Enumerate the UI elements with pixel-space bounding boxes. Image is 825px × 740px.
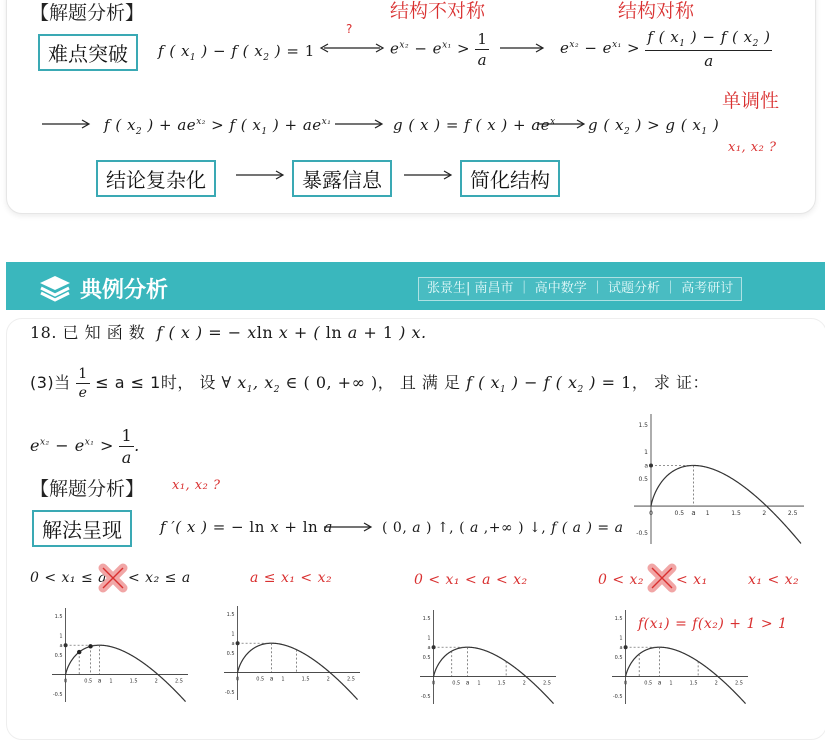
y-tick-label: -0.5 [636, 530, 648, 538]
x-tick-label: 1.5 [689, 680, 698, 687]
y-marker [236, 641, 240, 645]
case-1-left: 0 < x₁ ≤ a [30, 570, 108, 586]
y-tick-label: 1.5 [226, 611, 235, 618]
x1x2-question-top: x₁, x₂ ? [728, 140, 777, 155]
flow-box-expose: 暴露信息 [292, 160, 392, 197]
y-tick-label: -0.5 [612, 694, 623, 701]
curve-point [88, 644, 92, 648]
arrow-right-icon [40, 116, 92, 132]
y-tick-label: -0.5 [420, 694, 431, 701]
y-marker [649, 463, 653, 467]
graph-case-1 [34, 604, 192, 708]
x-tick-label: 2 [522, 680, 526, 687]
y-tick-label: 1.5 [54, 613, 63, 620]
last-case-note: f(x₁) = f(x₂) + 1 > 1 [638, 616, 788, 632]
x-tick-label: 0.5 [452, 680, 461, 687]
asymmetric-label: 结构不对称 [390, 0, 486, 22]
y-tick-label: 1 [231, 631, 235, 638]
y-tick-label: 1 [644, 448, 648, 456]
analysis-heading: 【解题分析】 [30, 478, 145, 500]
arrow-right-icon [498, 40, 546, 56]
arrow-right-icon [234, 167, 286, 183]
formula-exp-diff-1: $e^{x_2} - e^{x_1}$ > $\frac{1}{a}$ [390, 30, 488, 69]
case-4-right: < x₁ [676, 572, 708, 588]
case-1-right: < x₂ ≤ a [128, 570, 191, 586]
formula-g-ineq: g ( $x_2$ ) > g ( $x_1$ ) [588, 116, 720, 137]
difficulty-box: 难点突破 [38, 34, 138, 71]
x-tick-label: 0 [64, 678, 68, 685]
banner-title: 典例分析 [80, 278, 169, 303]
arrow-right-icon [322, 519, 374, 535]
section-heading-top: 【解题分析】 [30, 2, 145, 24]
y-tick-label: -0.5 [52, 692, 63, 699]
symmetric-label: 结构对称 [618, 0, 695, 22]
y-tick-label: 1 [59, 633, 63, 640]
function-curve [66, 645, 186, 701]
arrow-right-icon [333, 116, 385, 132]
method-box: 解法呈现 [32, 510, 132, 547]
question-mark: ? [346, 22, 353, 36]
y-tick-label: 0.5 [638, 476, 648, 483]
x-tick-label: 2.5 [734, 680, 743, 687]
y-marker [624, 645, 628, 649]
y-tick-label: 1.5 [422, 615, 431, 622]
x-tick-label: 0 [432, 680, 436, 687]
y-tick-label: 0.5 [614, 655, 623, 661]
banner-meta: 张景生| 南昌市 ｜ 高中数学 ｜ 试题分析 ｜ 高考研讨 [418, 277, 742, 301]
function-curve [238, 643, 358, 699]
flow-box-simplify: 简化结构 [460, 160, 560, 197]
x-tick-label: 0 [649, 510, 653, 518]
problem-part3: (3)当 $\frac{1}{e}$ ≤ a ≤ 1时， 设 ∀ $x_1$, $x_2$ ∈ ( 0, +∞ )， 且 满 足 f ( $x_1$ ) − f ( $x_2$ ) = 1， 求 证： [30, 366, 710, 401]
x-tick-label: 1.5 [497, 680, 506, 687]
x-tick-label: 2.5 [346, 676, 355, 683]
y-tick-label: 0.5 [226, 651, 235, 657]
formula-g-def: g ( x ) = f ( x ) + $ae^x$ [393, 116, 556, 134]
case-3: 0 < x₁ < a < x₂ [414, 572, 528, 588]
graph-case-3 [402, 606, 560, 710]
formula-ineq-rearranged: f ( $x_2$ ) + $ae^{x_2} > f$ ( $x_1$ ) + $ae^{x_1}$ [104, 116, 332, 137]
x-tick-label: 0.5 [256, 676, 265, 683]
cross-mark-icon [646, 562, 678, 594]
graph-case-2 [206, 602, 364, 706]
y-tick-label: a [59, 643, 63, 650]
x-tick-label: 0.5 [644, 680, 653, 687]
y-tick-label: a [231, 641, 235, 648]
y-tick-label: a [619, 645, 623, 652]
x-tick-label: a [269, 675, 274, 683]
x-tick-label: 1 [477, 680, 481, 687]
problem-stem: 18. 已 知 函 数 f ( x ) = − xln x + ( ln a + 1 ) x. [30, 323, 427, 342]
curve-point [77, 650, 81, 654]
x1x2-question: x₁, x₂ ? [172, 478, 221, 493]
x-tick-label: 2.5 [542, 680, 551, 687]
x-tick-label: 0.5 [84, 678, 93, 685]
double-arrow-icon [318, 40, 386, 56]
case-5: x₁ < x₂ [748, 572, 800, 588]
x-tick-label: 0 [236, 676, 240, 683]
x-tick-label: 2 [154, 678, 158, 685]
y-tick-label: -0.5 [224, 690, 235, 697]
y-tick-label: a [644, 462, 648, 470]
function-curve [651, 465, 801, 543]
x-tick-label: 1.5 [731, 510, 741, 518]
arrow-right-icon [535, 116, 587, 132]
case-2: a ≤ x₁ < x₂ [250, 570, 333, 586]
x-tick-label: a [691, 509, 696, 518]
x-tick-label: 1 [705, 510, 710, 518]
x-tick-label: 2.5 [174, 678, 183, 685]
x-tick-label: 1 [669, 680, 673, 687]
x-tick-label: 2 [326, 676, 330, 683]
graph-main [616, 410, 808, 550]
y-tick-label: 1.5 [638, 421, 648, 429]
x-tick-label: 0.5 [674, 510, 685, 518]
y-tick-label: 1 [427, 635, 431, 642]
function-curve [626, 647, 746, 703]
graph-case-4 [594, 606, 752, 710]
cross-mark-icon [97, 562, 129, 594]
y-marker [64, 643, 68, 647]
x-tick-label: 2.5 [787, 510, 798, 518]
x-tick-label: a [97, 677, 102, 685]
layers-icon [38, 272, 72, 302]
monotonic-label: 单调性 [722, 90, 780, 112]
formula-diff-eq-1: f ( $x_1$ ) − f ( $x_2$ ) = 1 [158, 42, 315, 63]
x-tick-label: a [465, 679, 470, 687]
formula-exp-diff-2: $e^{x_2} - e^{x_1}$ > $\frac{f ( x_1 ) - f ( x_2 )}{a}$ [560, 28, 771, 70]
x-tick-label: 1 [109, 678, 113, 685]
arrow-right-icon [402, 167, 454, 183]
y-marker [432, 645, 436, 649]
x-tick-label: 0 [624, 680, 628, 687]
x-tick-label: 1.5 [129, 678, 138, 685]
case-4-left: 0 < x₂ [598, 572, 645, 588]
y-tick-label: 0.5 [54, 653, 63, 659]
y-tick-label: 1.5 [614, 615, 623, 622]
x-tick-label: 2 [762, 510, 767, 518]
x-tick-label: 1.5 [301, 676, 310, 683]
problem-goal: $e^{x_2} - e^{x_1}$ > $\frac{1}{a}$ . [30, 426, 140, 467]
x-tick-label: 2 [714, 680, 718, 687]
formula-monotonic: ( 0, a ) ↑, ( a ,+∞ ) ↓, f ( a ) = a [382, 520, 624, 536]
x-tick-label: a [657, 679, 662, 687]
y-tick-label: a [427, 645, 431, 652]
formula-derivative: f ′( x ) = − ln x + ln a [160, 518, 333, 536]
y-tick-label: 1 [619, 635, 623, 642]
x-tick-label: 1 [281, 676, 285, 683]
y-tick-label: 0.5 [422, 655, 431, 661]
flow-box-complex: 结论复杂化 [96, 160, 216, 197]
